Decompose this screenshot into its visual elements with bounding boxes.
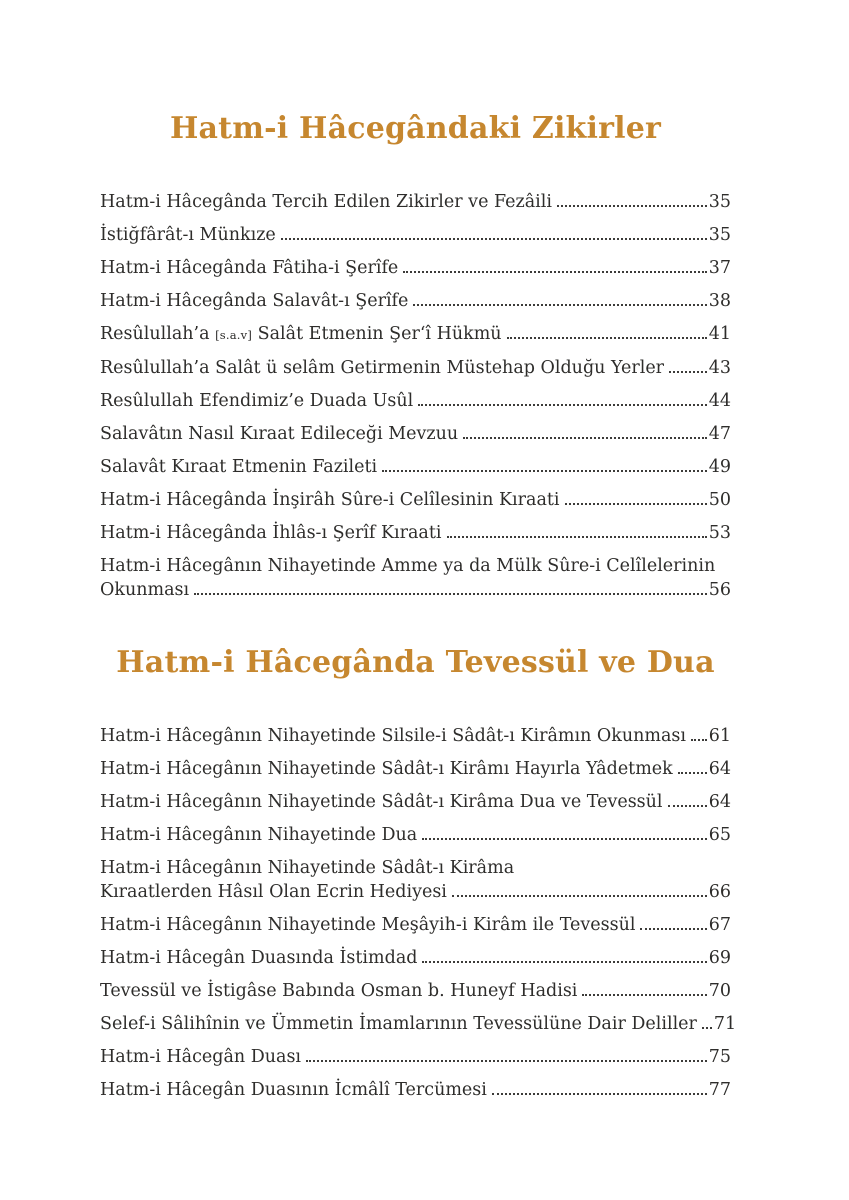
toc-entry-title: Hatm-i Hâcegânın Nihayetinde Sâdât-ı Kirâma Dua ve Tevessül bbox=[100, 792, 663, 812]
toc-entry-row bbox=[100, 190, 731, 214]
toc-entry bbox=[100, 422, 731, 446]
toc-entry-row bbox=[100, 790, 731, 814]
toc-entry bbox=[100, 1078, 731, 1102]
toc-entry-title: Hatm-i Hâcegânın Nihayetinde Sâdât-ı Kirâmı Hayırla Yâdetmek bbox=[100, 759, 673, 779]
toc-entry-title: Hatm-i Hâcegân Duası bbox=[100, 1047, 302, 1067]
toc-entry-row bbox=[100, 389, 731, 413]
toc-entry-row bbox=[100, 979, 731, 1003]
page-number: 64 bbox=[708, 792, 731, 812]
toc-entry bbox=[100, 223, 731, 247]
toc-entry-row bbox=[100, 422, 731, 446]
toc-entry-row bbox=[100, 289, 731, 313]
dot-leader bbox=[669, 371, 707, 373]
dot-leader bbox=[691, 739, 707, 741]
toc-entry bbox=[100, 823, 731, 847]
toc-entry-row bbox=[100, 578, 731, 602]
toc-entry-row bbox=[100, 1078, 731, 1102]
dot-leader bbox=[413, 304, 706, 306]
dot-leader bbox=[463, 437, 707, 439]
toc-entry-title: Salavât Kıraat Etmenin Fazileti bbox=[100, 457, 378, 477]
page-number: 65 bbox=[708, 825, 731, 845]
toc-entry-title: Resûlullah’a Salât ü selâm Getirmenin Müstehap Olduğu Yerler bbox=[100, 358, 665, 378]
dot-leader bbox=[422, 838, 707, 840]
dot-leader bbox=[422, 961, 706, 963]
dot-leader bbox=[403, 271, 706, 273]
section-title: Hatm-i Hâcegândaki Zikirler bbox=[169, 111, 662, 146]
page-number: 66 bbox=[708, 882, 731, 902]
dot-leader bbox=[382, 470, 707, 472]
dot-leader bbox=[678, 772, 707, 774]
toc-entry bbox=[100, 1012, 737, 1036]
toc-entry-row bbox=[100, 913, 731, 937]
toc-entry-title: Hatm-i Hâcegân Duasında İstimdad bbox=[100, 948, 418, 968]
dot-leader bbox=[194, 593, 707, 595]
toc-entry bbox=[100, 554, 731, 602]
toc-sections bbox=[100, 111, 737, 1102]
dot-leader bbox=[702, 1027, 712, 1029]
page-number: 69 bbox=[708, 948, 731, 968]
toc-entry-row bbox=[100, 356, 731, 380]
page-number: 38 bbox=[708, 291, 731, 311]
page-number: 47 bbox=[708, 424, 731, 444]
dot-leader bbox=[507, 337, 707, 339]
toc-entry-row bbox=[100, 223, 731, 247]
toc-entry-title: Hatm-i Hâcegânda Salavât-ı Şerîfe bbox=[100, 291, 409, 311]
toc-section bbox=[100, 645, 737, 1102]
dot-leader bbox=[492, 1093, 707, 1095]
toc-entry-row bbox=[100, 521, 731, 545]
toc-entry bbox=[100, 757, 731, 781]
toc-entry bbox=[100, 488, 731, 512]
toc-entry-title: Resûlullah’a [s.a.v] Salât Etmenin Şer‘î Hükmü bbox=[100, 324, 502, 344]
toc-entry bbox=[100, 856, 731, 904]
toc-entry-title: İstiğfârât-ı Münkıze bbox=[100, 225, 276, 245]
toc-entry-row bbox=[100, 757, 731, 781]
toc-entry bbox=[100, 455, 731, 479]
dot-leader bbox=[668, 805, 707, 807]
toc-entry bbox=[100, 521, 731, 545]
page-number: 37 bbox=[708, 258, 731, 278]
page-number: 43 bbox=[708, 358, 731, 378]
toc-entry-title: Hatm-i Hâcegânın Nihayetinde Dua bbox=[100, 825, 418, 845]
toc-entry bbox=[100, 356, 731, 380]
toc-entry bbox=[100, 190, 731, 214]
toc-entry-title: Hatm-i Hâcegânda İhlâs-ı Şerîf Kıraati bbox=[100, 523, 442, 543]
toc-entry-title: Selef-i Sâlihînin ve Ümmetin İmamlarının Tevessülüne Dair Deliller bbox=[100, 1014, 697, 1034]
toc-entry-title: Tevessül ve İstigâse Babında Osman b. Huneyf Hadisi bbox=[100, 981, 578, 1001]
toc-entry-row bbox=[100, 322, 731, 347]
toc-entry-line1: Hatm-i Hâcegânın Nihayetinde Sâdât-ı Kirâma bbox=[100, 858, 515, 878]
page-number: 44 bbox=[708, 391, 731, 411]
section-title: Hatm-i Hâcegânda Tevessül ve Dua bbox=[116, 645, 715, 680]
dot-leader bbox=[281, 238, 707, 240]
toc-entry-row bbox=[100, 823, 731, 847]
toc-entry-title: Hatm-i Hâcegânın Nihayetinde Silsile-i Sâdât-ı Kirâmın Okunması bbox=[100, 726, 687, 746]
toc-entry bbox=[100, 724, 731, 748]
toc-entry-title: Kıraatlerden Hâsıl Olan Ecrin Hediyesi bbox=[100, 882, 447, 902]
toc-entry-row bbox=[100, 455, 731, 479]
toc-entry-row bbox=[100, 1012, 737, 1036]
toc-entry bbox=[100, 289, 731, 313]
page-number: 70 bbox=[708, 981, 731, 1001]
dot-leader bbox=[557, 205, 707, 207]
dot-leader bbox=[447, 536, 707, 538]
abbreviation-note: [s.a.v] bbox=[215, 328, 253, 342]
toc-entry-row bbox=[100, 1045, 731, 1069]
dot-leader bbox=[306, 1060, 707, 1062]
page-number: 61 bbox=[708, 726, 731, 746]
toc-entry-title: Hatm-i Hâcegân Duasının İcmâlî Tercümesi bbox=[100, 1080, 487, 1100]
toc-entry-row bbox=[100, 724, 731, 748]
toc-entry-row bbox=[100, 946, 731, 970]
toc-entry-row bbox=[100, 256, 731, 280]
toc-entry bbox=[100, 979, 731, 1003]
dot-leader bbox=[582, 994, 706, 996]
toc-entry-title: Okunması bbox=[100, 580, 190, 600]
dot-leader bbox=[640, 928, 706, 930]
toc-entry-title: Hatm-i Hâcegânın Nihayetinde Meşâyih-i Kirâm ile Tevessül bbox=[100, 915, 636, 935]
page-number: 75 bbox=[708, 1047, 731, 1067]
page-number: 64 bbox=[708, 759, 731, 779]
toc-entry-title: Hatm-i Hâcegânda Tercih Edilen Zikirler ve Fezâili bbox=[100, 192, 552, 212]
toc-entry-row bbox=[100, 488, 731, 512]
page-number: 50 bbox=[708, 490, 731, 510]
toc-entry-title: Resûlullah Efendimiz’e Duada Usûl bbox=[100, 391, 414, 411]
page-number: 67 bbox=[708, 915, 731, 935]
toc-entry bbox=[100, 790, 731, 814]
toc-entry bbox=[100, 322, 731, 347]
toc-entry bbox=[100, 913, 731, 937]
page-number: 49 bbox=[708, 457, 731, 477]
page-number: 35 bbox=[708, 192, 731, 212]
toc-entry bbox=[100, 1045, 731, 1069]
toc-entry bbox=[100, 256, 731, 280]
page-number: 35 bbox=[708, 225, 731, 245]
dot-leader bbox=[452, 895, 707, 897]
page-number: 53 bbox=[708, 523, 731, 543]
dot-leader bbox=[565, 503, 707, 505]
toc-entry-title: Salavâtın Nasıl Kıraat Edileceği Mevzuu bbox=[100, 424, 459, 444]
toc-section bbox=[100, 112, 731, 602]
toc-entry-title: Hatm-i Hâcegânda İnşirâh Sûre-i Celîlesinin Kıraati bbox=[100, 490, 560, 510]
toc-entry-row bbox=[100, 880, 731, 904]
page-number: 41 bbox=[708, 324, 731, 344]
page-number: 71 bbox=[713, 1014, 737, 1034]
page-number: 56 bbox=[708, 580, 731, 600]
toc-entry bbox=[100, 946, 731, 970]
toc-entry-title: Hatm-i Hâcegânda Fâtiha-i Şerîfe bbox=[100, 258, 399, 278]
toc-entry-line1: Hatm-i Hâcegânın Nihayetinde Amme ya da Mülk Sûre-i Celîlelerinin bbox=[100, 556, 716, 576]
toc-entry bbox=[100, 389, 731, 413]
dot-leader bbox=[418, 404, 707, 406]
page-number: 77 bbox=[708, 1080, 731, 1100]
